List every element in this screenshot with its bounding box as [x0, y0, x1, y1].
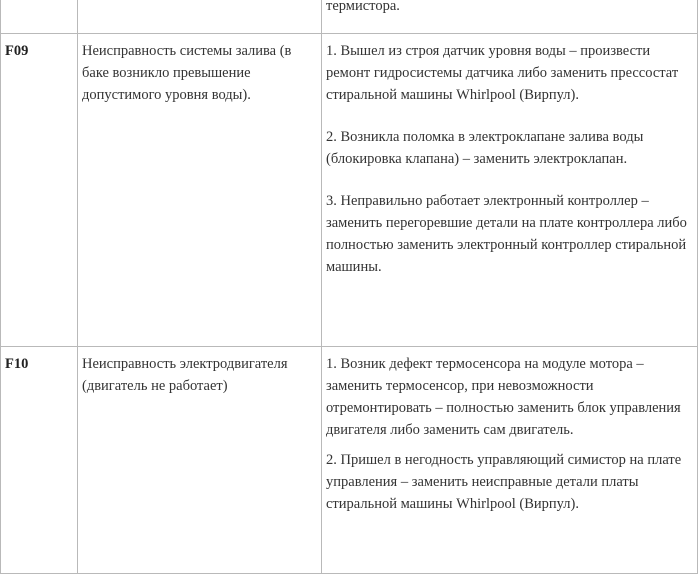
fix-paragraph: 1. Возник дефект термосенсора на модуле мотора – заменить термосенсор, при невозможности отремонтировать – полностью заменить блок управления двигателя либо заменить сам двигатель. [326, 356, 681, 438]
table-row [1, 34, 698, 347]
table-row [1, 347, 698, 574]
error-fix-cell [322, 0, 698, 34]
table-row [1, 0, 698, 34]
fix-paragraph: 2. Возникла поломка в электроклапане залива воды (блокировка клапана) – заменить электроклапан. [326, 129, 644, 167]
fix-paragraph: 2. Пришел в негодность управляющий симистор на плате управления – заменить неисправные детали платы стиральной машины Whirlpool (Вирпул). [326, 452, 682, 512]
error-code-cell: F09 [1, 34, 78, 347]
error-fix-cell [322, 34, 698, 347]
error-code-cell [1, 0, 78, 34]
fix-paragraph: 1. Вышел из строя датчик уровня воды – произвести ремонт гидросистемы датчика либо заменить прессостат стиральной машины Whirlpool (Вирпул). [326, 43, 679, 103]
error-code-cell: F10 [1, 347, 78, 574]
error-description-cell [78, 0, 322, 34]
error-description-cell: Неисправность электродвигателя (двигатель не работает) [78, 347, 322, 574]
fix-paragraph: термистора. [326, 0, 400, 14]
error-fix-cell [322, 347, 698, 574]
error-description-cell: Неисправность системы залива (в баке возникло превышение допустимого уровня воды). [78, 34, 322, 347]
fix-paragraph: 3. Неправильно работает электронный контроллер – заменить перегоревшие детали на плате контроллера либо полностью заменить электронный контроллер стиральной машины. [326, 193, 687, 275]
